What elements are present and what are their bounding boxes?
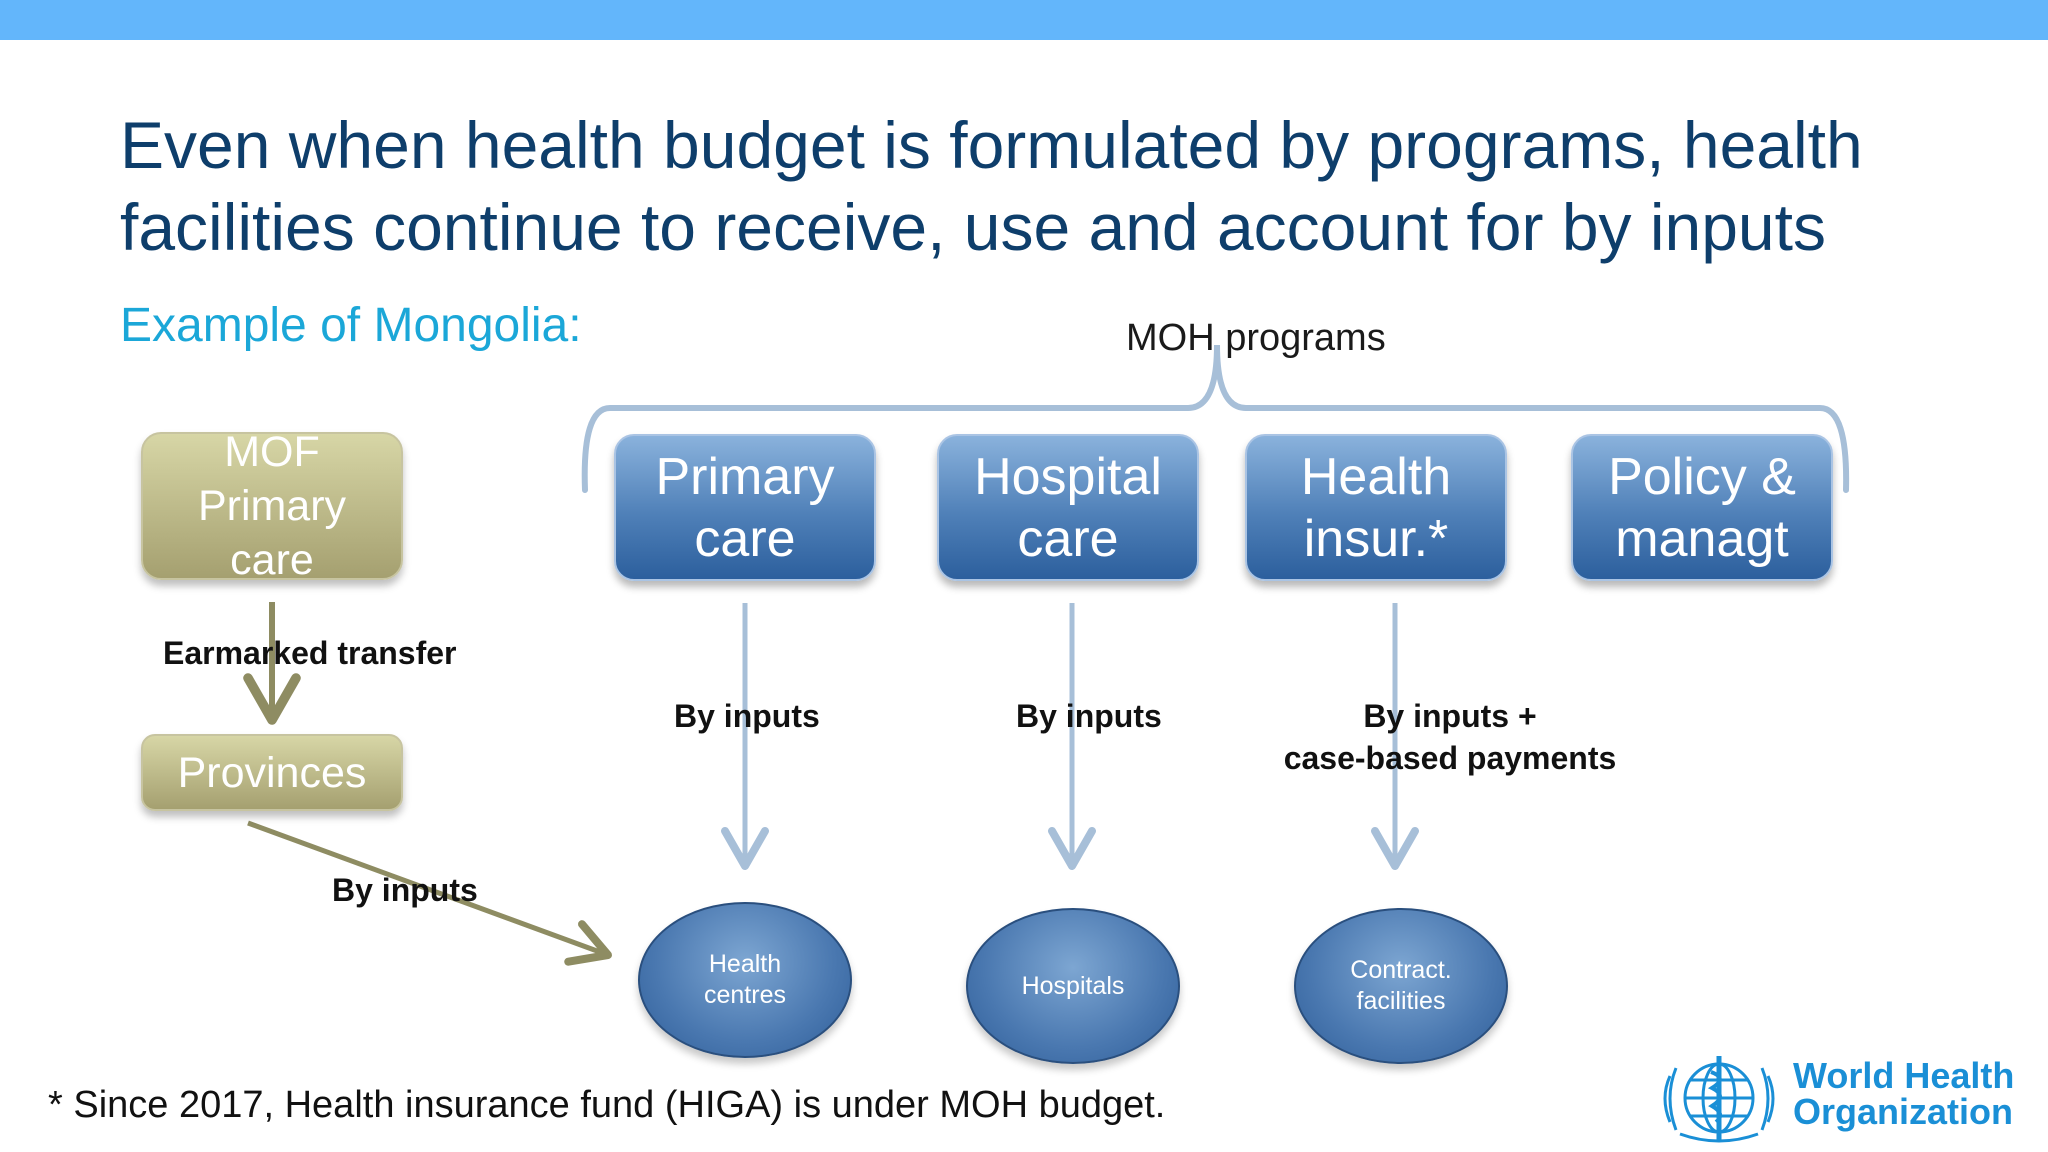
program-primary-care-box: Primary care <box>614 434 876 581</box>
footnote: * Since 2017, Health insurance fund (HIGA) is under MOH budget. <box>48 1084 1166 1126</box>
health-centres-oval: Health centres <box>638 902 852 1058</box>
who-logo-text: World Health Organization <box>1793 1055 2015 1132</box>
program-health-insurance-box: Health insur.* <box>1245 434 1507 581</box>
contract-facilities-oval: Contract. facilities <box>1294 908 1508 1064</box>
earmarked-transfer-label: Earmarked transfer <box>163 635 457 671</box>
program-hospital-care-box: Hospital care <box>937 434 1199 581</box>
hospital-care-by-inputs-label: By inputs <box>1016 698 1162 734</box>
who-emblem-icon <box>1656 1048 1782 1148</box>
program-policy-management-box: Policy & managt <box>1571 434 1833 581</box>
slide-subtitle: Example of Mongolia: <box>120 299 582 352</box>
moh-programs-label: MOH programs <box>1126 317 1386 359</box>
hospitals-oval: Hospitals <box>966 908 1180 1064</box>
primary-care-by-inputs-label: By inputs <box>674 698 820 734</box>
health-insurance-payment-label: By inputs + case-based payments <box>1283 698 1617 776</box>
provinces-box: Provinces <box>141 734 403 811</box>
mof-primary-care-box: MOF Primary care <box>141 432 403 580</box>
slide-title: Even when health budget is formulated by programs, health facilities continue to receive, use and account for by inputs <box>120 108 1863 264</box>
provinces-by-inputs-label: By inputs <box>332 872 478 908</box>
